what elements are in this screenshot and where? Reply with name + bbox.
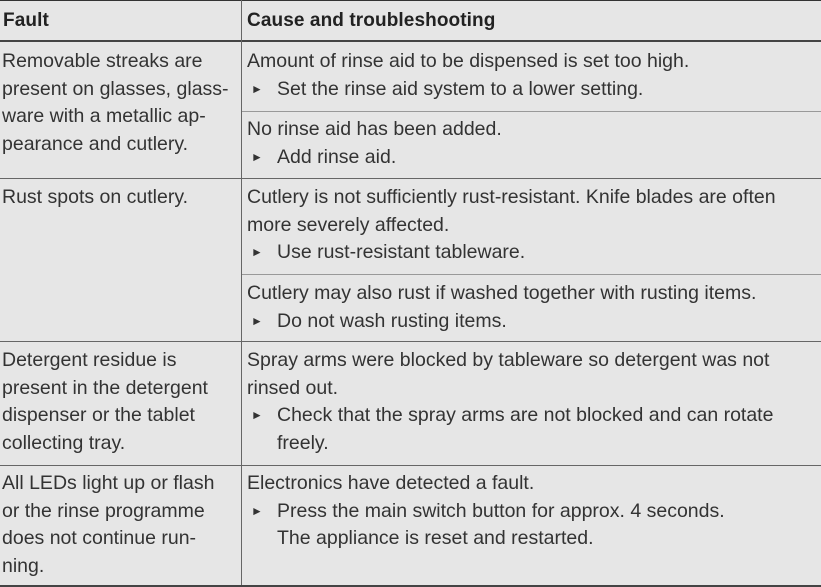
action-text: Add rinse aid. [277,145,397,168]
row-4-fault [2,470,214,580]
fault-line: ware with a metallic ap- [2,105,206,127]
fault-line: does not continue run- [2,527,197,549]
header-divider [241,0,242,42]
row-3-fault [2,347,208,457]
column-divider [241,42,242,585]
action-text: Press the main switch button for approx. 4 seconds. [277,499,725,522]
header-cause: Cause and troubleshooting [247,10,496,31]
arrow-bullet-icon: ► [251,81,263,96]
action-text: Do not wash rusting items. [277,309,507,332]
arrow-bullet-icon: ► [251,503,263,518]
fault-line: ning. [2,554,45,577]
fault-line: present on glasses, glass- [2,77,229,100]
arrow-bullet-icon: ► [251,408,263,422]
cause-text: more severely affected. [247,213,450,236]
sub-row-divider [242,274,821,275]
header-fault: Fault [3,10,49,31]
row-4-cause-1 [247,470,725,553]
action-text: Check that the spray arms are not blocked and can rotate [277,404,774,426]
cause-text: No rinse aid has been added. [247,118,502,140]
action-text: Set the rinse aid system to a lower setting. [277,77,644,100]
fault-line: Detergent residue is [2,349,177,371]
fault-line: All LEDs light up or flash [2,472,215,494]
action-item-continued [247,430,769,458]
row-divider [0,178,821,179]
cause-text: Cutlery may also rust if washed together with rusting items. [247,282,757,304]
fault-line: dispenser or the tablet [2,404,195,426]
row-2-fault [2,184,188,212]
action-item [247,144,502,172]
arrow-bullet-icon: ► [251,245,263,259]
action-item [247,498,725,526]
fault-line: or the rinse programme [2,499,205,522]
action-item-continued [247,525,594,553]
arrow-bullet-icon: ► [251,313,263,328]
cause-text: rinsed out. [247,376,339,399]
action-item [247,402,774,430]
action-text: freely. [277,431,329,454]
row-divider [0,465,821,466]
row-1-fault [2,48,229,158]
cause-text: Electronics have detected a fault. [247,472,535,494]
fault-line: Removable streaks are [2,50,203,72]
row-divider [0,341,821,342]
row-2-cause-2 [247,280,756,335]
row-1-cause-2 [247,116,502,171]
cause-text: Cutlery is not sufficiently rust-resistant. Knife blades are often [247,186,776,208]
fault-line: collecting tray. [2,431,126,454]
row-1-cause-1 [247,48,689,103]
table-header [0,0,821,42]
action-item [247,239,776,267]
fault-line: Rust spots on cutlery. [2,186,189,208]
row-2-cause-1 [247,184,776,267]
action-item [247,76,689,104]
cause-text: Amount of rinse aid to be dispensed is set too high. [247,50,690,72]
sub-row-divider [242,111,821,112]
action-text: The appliance is reset and restarted. [277,527,594,549]
arrow-bullet-icon: ► [251,149,263,164]
row-3-cause-1 [247,347,774,457]
action-text: Use rust-resistant tableware. [277,241,526,263]
action-item [247,308,756,336]
fault-line: present in the detergent [2,376,208,399]
fault-line: pearance and cutlery. [2,132,189,155]
cause-text: Spray arms were blocked by tableware so detergent was not [247,349,770,371]
